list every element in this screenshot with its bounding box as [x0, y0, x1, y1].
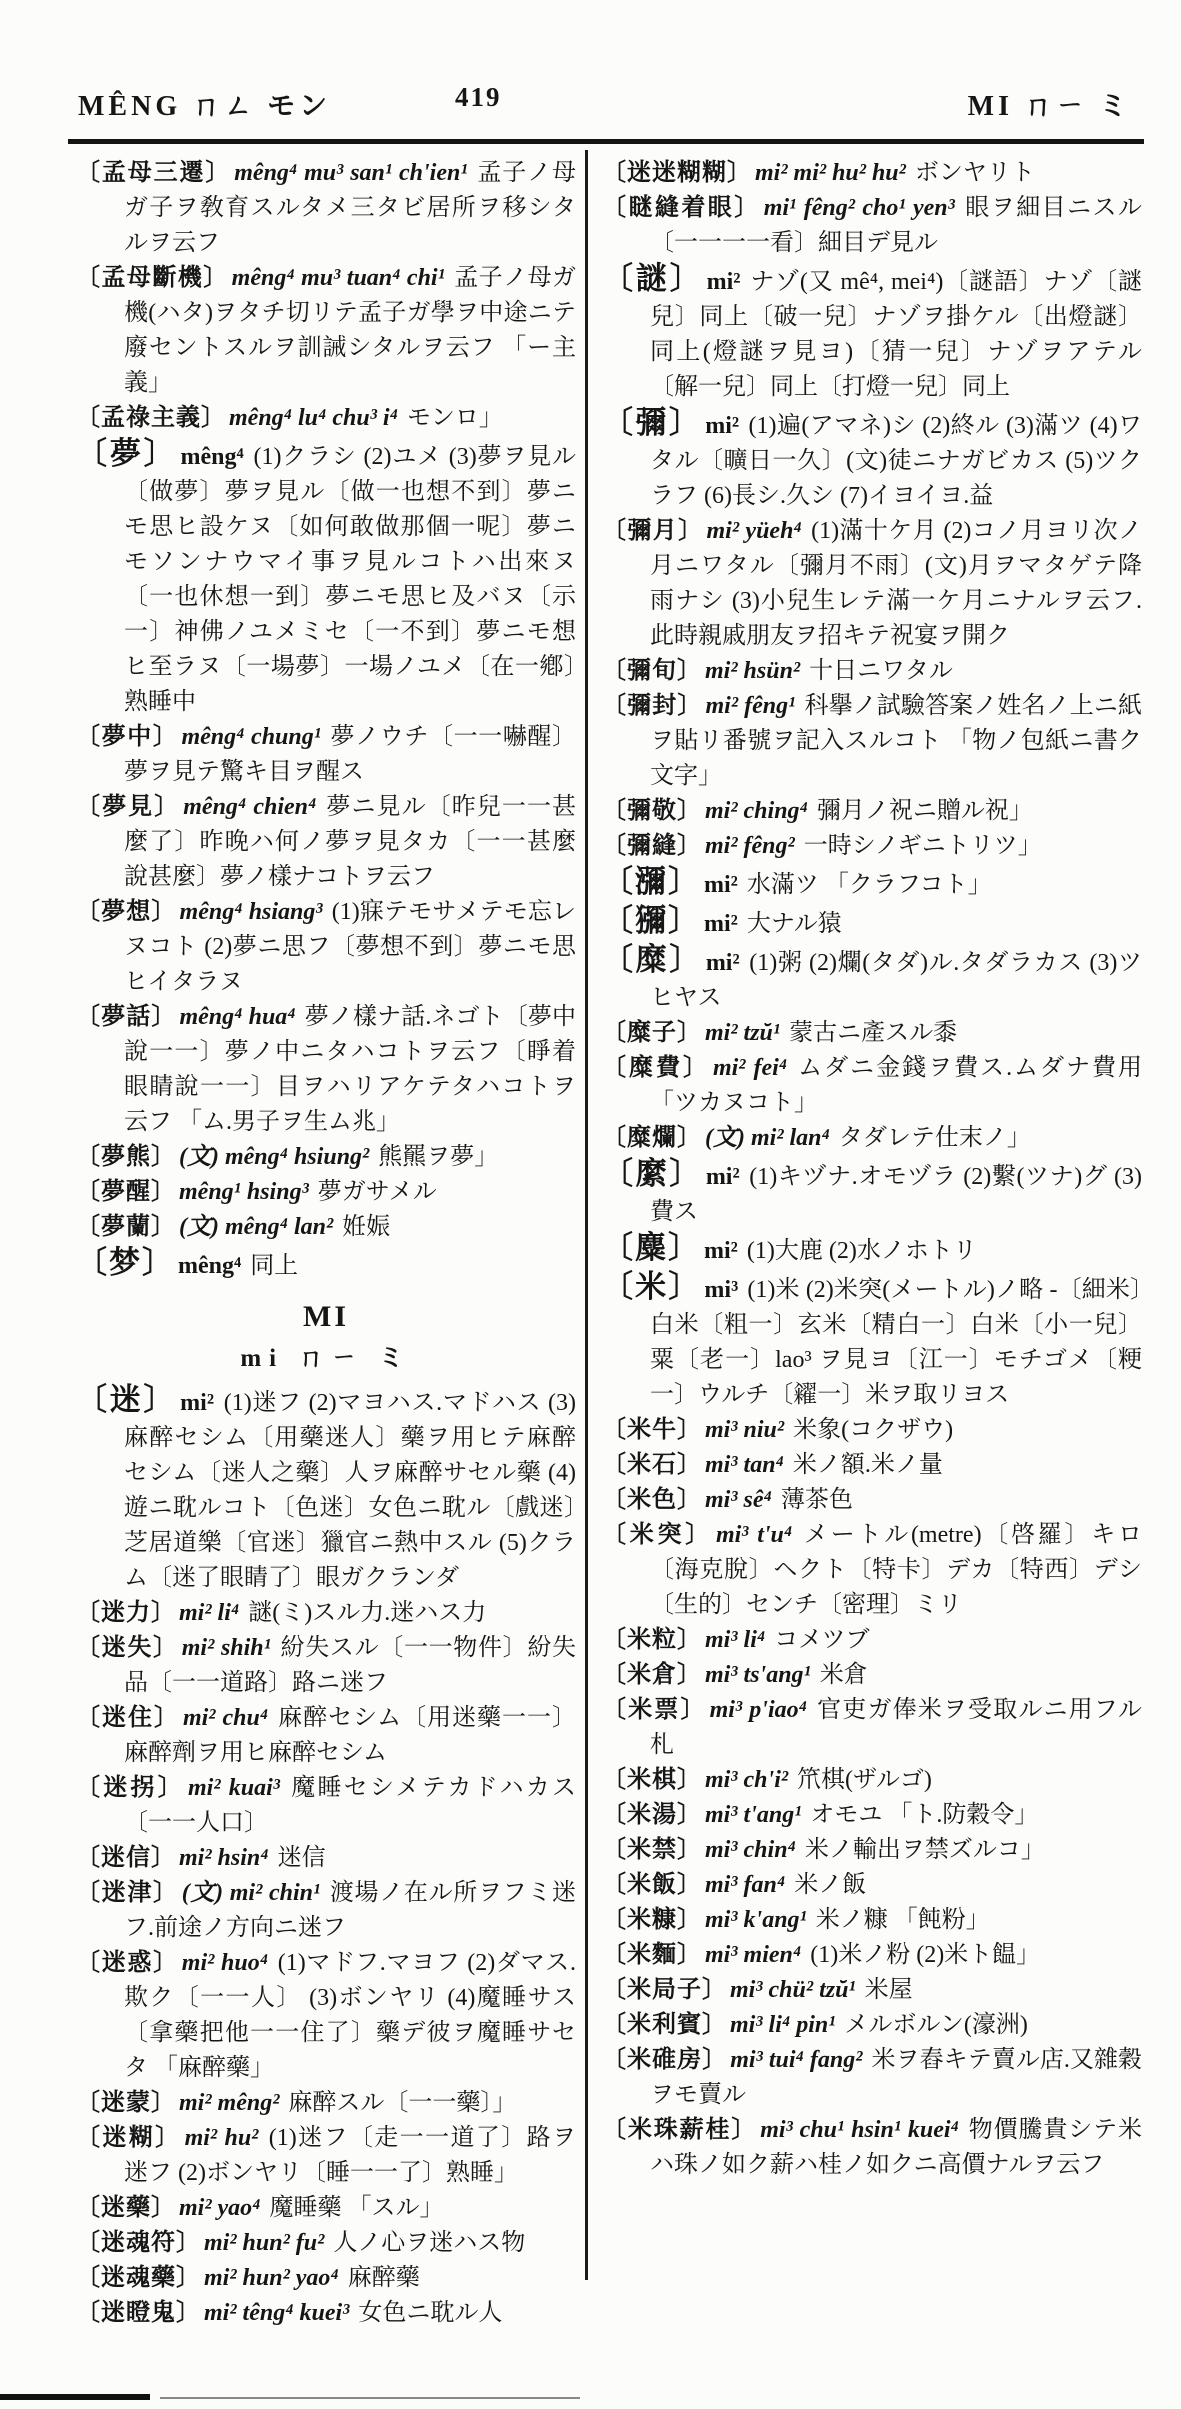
- dictionary-entry: [602, 1230, 1142, 1269]
- scan-edge-artifact: [160, 2397, 580, 2399]
- dictionary-entry: [76, 156, 576, 261]
- entry-romanization: mêng⁴ mu³ san¹ ch'ien¹: [234, 160, 468, 186]
- section-header: [76, 1300, 576, 1374]
- dictionary-entry: [602, 1016, 1142, 1051]
- entry-headword: 〔迷糊〕: [76, 2125, 182, 2151]
- entry-romanization: mi³ t'u⁴: [715, 1522, 793, 1548]
- dictionary-entry: [76, 1631, 576, 1701]
- entry-romanization: mi³ fan⁴: [705, 1872, 786, 1898]
- entry-definition: タダレテ仕末ノ」: [832, 1125, 1031, 1151]
- entry-headword: 〔迷津〕: [76, 1880, 179, 1906]
- dictionary-entry: [76, 1946, 576, 2086]
- entry-romanization: mi² tzŭ¹: [705, 1020, 781, 1046]
- entry-definition: (1)迷フ〔走一一道了〕路ヲ迷フ (2)ボンヤリ〔睡一一了〕熟睡」: [124, 2125, 577, 2186]
- entry-romanization: mi²: [705, 1164, 740, 1190]
- dictionary-entry: [602, 156, 1142, 191]
- entry-romanization: mi²: [705, 950, 740, 976]
- entry-romanization: (文) mêng⁴ hsiung²: [179, 1144, 370, 1170]
- entry-headword: 〔孟母三遷〕: [76, 160, 232, 186]
- dictionary-entry: [602, 1973, 1142, 2008]
- entry-romanization: mi³ li⁴: [705, 1627, 766, 1653]
- entry-headword: 〔彌敬〕: [602, 798, 702, 824]
- section-title: MI: [303, 1300, 349, 1333]
- entry-romanization: mi³ t'ang¹: [705, 1802, 802, 1828]
- entry-headword: 〔米色〕: [602, 1487, 702, 1513]
- dictionary-entry: [76, 1175, 576, 1210]
- entry-headword: 〔米局子〕: [602, 1977, 727, 2003]
- entry-definition: (1)寐テモサメテモ忘レヌコト (2)夢ニ思フ〔夢想不到〕夢ニモ思ヒイタラヌ: [124, 899, 576, 995]
- entry-definition: 米象(コクザウ): [787, 1417, 954, 1443]
- entry-definition: ナゾ(又 mê⁴, mei⁴)〔謎語〕ナゾ〔謎兒〕同上〔破一兒〕ナゾヲ掛ケル〔出燈謎〕同上(燈謎ヲ見ヨ)〔猜一兒〕ナゾヲアテル〔解一兒〕同上〔打燈一兒〕同上: [650, 269, 1143, 400]
- entry-definition: 夢ガサメル: [311, 1179, 437, 1205]
- entry-headword: 〔迷瞪鬼〕: [76, 2300, 201, 2326]
- entry-definition: 物價騰貴シテ米ハ珠ノ如ク薪ハ桂ノ如クニ高價ナルヲ云フ: [650, 2117, 1143, 2178]
- entry-definition: 米ヲ舂キテ賣ル店.又雜穀ヲモ賣ル: [650, 2047, 1143, 2108]
- dictionary-entry: [602, 1693, 1142, 1763]
- entry-headword: 〔米牛〕: [602, 1417, 702, 1443]
- dictionary-entry: [76, 1210, 576, 1245]
- dictionary-entry: [602, 689, 1142, 794]
- entry-romanization: mi²: [705, 413, 740, 439]
- entry-definition: 官吏ガ俸米ヲ受取ルニ用フル札: [650, 1697, 1142, 1758]
- entry-romanization: mi² hsün²: [705, 658, 801, 684]
- entry-definition: (1)米 (2)米突(メートル)ノ略 -〔細米〕白米〔粗一〕玄米〔精白一〕白米〔小一兒〕粟〔老一〕lao³ ヲ見ヨ〔江一〕モチゴメ〔粳一〕ウルチ〔糴一〕米ヲ取リヨス: [650, 1277, 1142, 1408]
- entry-definition: 麻醉藥: [341, 2265, 420, 2291]
- entry-definition: 人ノ心ヲ迷ハス物: [327, 2230, 526, 2256]
- entry-definition: 米ノ輸出ヲ禁ズルコ」: [798, 1837, 1045, 1863]
- entry-romanization: mi²: [180, 1390, 215, 1416]
- dictionary-entry: [76, 2226, 576, 2261]
- entry-romanization: mi³ chü² tzŭ¹: [730, 1977, 856, 2003]
- entry-romanization: mi² hu²: [184, 2125, 259, 2151]
- entry-definition: ムダニ金錢ヲ費ス.ムダナ費用 「ツカヌコト」: [650, 1055, 1143, 1116]
- entry-romanization: (文) mi² chin¹: [181, 1880, 321, 1906]
- entry-headword: 〔糜子〕: [602, 1020, 702, 1046]
- entry-romanization: mi³ chu¹ hsin¹ kuei⁴: [760, 2117, 959, 2143]
- entry-definition: 水滿ツ 「クラフコト」: [740, 872, 992, 898]
- entry-headword: 〔米利賓〕: [602, 2012, 727, 2038]
- dictionary-entry: [602, 1798, 1142, 1833]
- entry-definition: ボンヤリト: [908, 160, 1035, 186]
- entry-headword: 〔瞇縫着眼〕: [602, 195, 761, 221]
- dictionary-entry: [602, 903, 1142, 942]
- entry-headword: 〔彌旬〕: [602, 658, 702, 684]
- entry-headword: 〔米湯〕: [602, 1802, 702, 1828]
- dictionary-entry: [76, 1841, 576, 1876]
- dictionary-entry: [602, 1623, 1142, 1658]
- dictionary-entry: [76, 2086, 576, 2121]
- entry-headword: 〔米珠薪桂〕: [602, 2117, 758, 2143]
- entry-definition: 紛失スル〔一一物件〕紛失品〔一一道路〕路ニ迷フ: [124, 1635, 577, 1696]
- entry-definition: 彌月ノ祝ニ贈ル祝」: [810, 798, 1033, 824]
- entry-headword: 〔夢醒〕: [76, 1179, 176, 1205]
- entry-definition: メートル(metre)〔啓羅〕キロ〔海克脫〕ヘクト〔特卡〕デカ〔特西〕デシ〔生的〕センチ〔密理〕ミリ: [650, 1522, 1142, 1618]
- entry-romanization: mêng⁴ hua⁴: [179, 1004, 296, 1030]
- left-column: [76, 156, 577, 2326]
- entry-definition: (1)滿十ケ月 (2)コノ月ヨリ次ノ月ニワタル〔彌月不雨〕(文)月ヲマタゲテ降雨ナシ (3)小兒生レテ滿一ケ月ニナルヲ云フ. 此時親戚朋友ヲ招キテ祝宴ヲ開ク: [650, 518, 1143, 649]
- entry-headword: 〔夢見〕: [76, 794, 181, 820]
- dictionary-entry: [76, 895, 576, 1000]
- dictionary-entry: [76, 2121, 576, 2191]
- entry-definition: 謎(ミ)スル力.迷ハス力: [242, 1600, 487, 1626]
- dictionary-entry: [76, 1245, 576, 1284]
- entry-romanization: mi²: [706, 269, 741, 295]
- dictionary-entry: [602, 1269, 1142, 1413]
- entry-definition: 麻醉スル〔一一藥〕」: [282, 2090, 517, 2116]
- entry-romanization: mi² têng⁴ kuei³: [204, 2300, 350, 2326]
- entry-headword: 〔米棋〕: [602, 1767, 702, 1793]
- entry-definition: 夢ニ見ル〔昨兒一一甚麼了〕昨晚ハ何ノ夢ヲ見タカ〔一一甚麼說甚麼〕夢ノ樣ナコトヲ云フ: [124, 794, 577, 890]
- entry-romanization: mêng⁴ hsiang³: [179, 899, 323, 925]
- entry-romanization: mi² mêng²: [179, 2090, 280, 2116]
- entry-definition: 魔睡藥 「スル」: [263, 2195, 444, 2221]
- entry-definition: 一時シノギニトリツ」: [797, 833, 1042, 859]
- entry-definition: (1)大鹿 (2)水ノホトリ: [740, 1238, 977, 1264]
- entry-definition: 夢ノウチ〔一一嚇醒〕夢ヲ見テ驚キ目ヲ醒ス: [124, 724, 577, 785]
- entry-romanization: mi³ tui⁴ fang²: [730, 2047, 863, 2073]
- entry-headword: 〔迷魂符〕: [76, 2230, 201, 2256]
- dictionary-entry: [76, 2261, 576, 2296]
- dictionary-entry: [602, 1483, 1142, 1518]
- dictionary-entry: [76, 720, 576, 790]
- entry-headword: 〔米麵〕: [602, 1942, 702, 1968]
- dictionary-entry: [602, 2008, 1142, 2043]
- entry-romanization: mêng¹ hsing³: [179, 1179, 309, 1205]
- entry-headword: 〔糜費〕: [602, 1055, 710, 1081]
- entry-headword: 〔夢〕: [76, 436, 178, 471]
- entry-headword: 〔夢中〕: [76, 724, 179, 750]
- page-number: 419: [455, 82, 502, 112]
- entry-definition: 蒙古ニ產スル黍: [783, 1020, 958, 1046]
- dictionary-entry: [76, 436, 576, 720]
- entry-headword: 〔迷拐〕: [76, 1775, 185, 1801]
- entry-definition: 女色ニ耽ル人: [352, 2300, 503, 2326]
- entry-definition: 姙娠: [336, 1214, 391, 1240]
- entry-romanization: mêng⁴: [178, 1253, 242, 1279]
- dictionary-entry: [602, 1448, 1142, 1483]
- entry-headword: 〔迷〕: [76, 1382, 178, 1417]
- entry-definition: メルボルン(濠洲): [838, 2012, 1028, 2038]
- dictionary-entry: [602, 1051, 1142, 1121]
- entry-headword: 〔彌月〕: [602, 518, 704, 544]
- entry-romanization: mêng⁴: [180, 444, 244, 470]
- entry-headword: 〔米突〕: [602, 1522, 713, 1548]
- entry-romanization: mi³ mien⁴: [705, 1942, 802, 1968]
- entry-headword: 〔夢想〕: [76, 899, 177, 925]
- dictionary-entry: [602, 1833, 1142, 1868]
- entry-romanization: mi³ tan⁴: [705, 1452, 784, 1478]
- dictionary-entry: [76, 1771, 576, 1841]
- dictionary-entry: [602, 2113, 1142, 2183]
- dictionary-entry: [602, 1903, 1142, 1938]
- dictionary-entry: [76, 790, 576, 895]
- dictionary-entry: [76, 1876, 576, 1946]
- entry-headword: 〔米〕: [602, 1269, 702, 1304]
- entry-romanization: mi² li⁴: [179, 1600, 240, 1626]
- dictionary-entry: [76, 2191, 576, 2226]
- entry-definition: (1)クラシ (2)ユメ (3)夢ヲ見ル 〔做夢〕夢ヲ見ル〔做一也想不到〕夢ニモ思ヒ設ケヌ〔如何敢做那個一呢〕夢ニモソンナウマイ事ヲ見ルコトハ出來ヌ〔一也休想一到〕夢ニモ思ヒ及バヌ〔示一〕神佛ノユメミセ〔一不到〕夢ニモ想ヒ至ラヌ〔一場夢〕一場ノユメ〔在一鄕〕熟睡中: [124, 444, 577, 715]
- entry-romanization: mi² chu⁴: [182, 1705, 269, 1731]
- entry-definition: (1)粥 (2)爛(タダ)ル.タダラカス (3)ツヒヤス: [650, 950, 1143, 1011]
- running-head-left: MÊNG ㄇㄥ モン: [78, 91, 332, 122]
- entry-definition: コメツブ: [768, 1627, 870, 1653]
- right-column: [602, 156, 1142, 2306]
- entry-definition: 孟子ノ母ガ子ヲ敎育スルタメ三タビ居所ヲ移シタルヲ云フ: [124, 160, 577, 256]
- dictionary-entry: [602, 405, 1142, 514]
- entry-definition: 渡場ノ在ル所ヲフミ迷フ.前途ノ方向ニ迷フ: [124, 1880, 577, 1941]
- entry-romanization: mi² fei⁴: [712, 1055, 788, 1081]
- entry-romanization: mi² mi² hu² hu²: [755, 160, 906, 186]
- entry-headword: 〔米石〕: [602, 1452, 702, 1478]
- dictionary-entry: [602, 829, 1142, 864]
- entry-definition: 笊棋(ザルゴ): [791, 1767, 932, 1793]
- dictionary-entry: [602, 794, 1142, 829]
- dictionary-entry: [76, 1000, 576, 1140]
- entry-definition: モンロ」: [400, 405, 503, 431]
- entry-definition: 魔睡セシメテカドハカス〔一一人口〕: [124, 1775, 576, 1836]
- entry-headword: 〔迷惑〕: [76, 1950, 179, 1976]
- entry-headword: 〔梦〕: [76, 1245, 175, 1280]
- dictionary-entry: [602, 1938, 1142, 1973]
- dictionary-entry: [602, 1763, 1142, 1798]
- entry-romanization: mi² huo⁴: [181, 1950, 269, 1976]
- entry-romanization: mêng⁴ chung¹: [181, 724, 321, 750]
- entry-romanization: (文) mi² lan⁴: [705, 1125, 830, 1151]
- entry-romanization: mi²: [704, 1238, 738, 1264]
- entry-headword: 〔米倉〕: [602, 1662, 702, 1688]
- entry-romanization: mi³: [704, 1277, 739, 1303]
- entry-definition: 科擧ノ試驗答案ノ姓名ノ上ニ紙ヲ貼リ番號ヲ記入スルコト 「物ノ包紙ニ書ク文字」: [650, 693, 1143, 789]
- entry-headword: 〔迷力〕: [76, 1600, 176, 1626]
- running-head-right: MI ㄇㄧ ミ: [967, 91, 1131, 122]
- entry-romanization: mi³ sê⁴: [705, 1487, 772, 1513]
- entry-headword: 〔彌縫〕: [602, 833, 702, 859]
- dictionary-entry: [602, 514, 1142, 654]
- dictionary-entry: [602, 864, 1142, 903]
- entry-romanization: mi³ chin⁴: [705, 1837, 796, 1863]
- entry-romanization: mi³ ts'ang¹: [705, 1662, 811, 1688]
- dictionary-entry: [602, 1413, 1142, 1448]
- dictionary-entry: [76, 1701, 576, 1771]
- entry-headword: 〔米粒〕: [602, 1627, 702, 1653]
- entry-definition: (1)キヅナ.オモヅラ (2)繫(ツナ)グ (3)費ス: [650, 1164, 1143, 1225]
- entry-romanization: mi² yüeh⁴: [706, 518, 802, 544]
- dictionary-entry: [602, 1121, 1142, 1156]
- entry-headword: 〔夢熊〕: [76, 1144, 176, 1170]
- entry-definition: (1)米ノ粉 (2)米ト饂」: [804, 1942, 1041, 1968]
- entry-romanization: mi³ p'iao⁴: [709, 1697, 807, 1723]
- entry-definition: 米屋: [858, 1977, 913, 2003]
- entry-definition: 孟子ノ母ガ機(ハタ)ヲタチ切リテ孟子ガ學ヲ中途ニテ廢セントスルヲ訓誡シタルヲ云フ 「ー主義」: [124, 265, 577, 396]
- entry-headword: 〔夢話〕: [76, 1004, 177, 1030]
- entry-romanization: mi² ching⁴: [705, 798, 808, 824]
- entry-romanization: mêng⁴ lu⁴ chu³ i⁴: [229, 405, 398, 431]
- entry-definition: 熊羆ヲ夢」: [372, 1144, 499, 1170]
- column-divider: [585, 150, 588, 2280]
- entry-romanization: mi² fêng²: [705, 833, 795, 859]
- dictionary-entry: [602, 1868, 1142, 1903]
- entry-definition: 迷信: [271, 1845, 326, 1871]
- entry-headword: 〔迷藥〕: [76, 2195, 176, 2221]
- entry-romanization: mi¹ fêng² cho¹ yen³: [763, 195, 955, 221]
- entry-headword: 〔謎〕: [602, 261, 704, 296]
- entry-headword: 〔孟母斷機〕: [76, 265, 229, 291]
- dictionary-entry: [76, 1140, 576, 1175]
- entry-definition: 米ノ糠 「飩粉」: [809, 1907, 990, 1933]
- dictionary-entry: [76, 401, 576, 436]
- entry-headword: 〔米票〕: [602, 1697, 707, 1723]
- entry-romanization: (文) mêng⁴ lan²: [179, 1214, 334, 1240]
- dictionary-entry: [602, 1518, 1142, 1623]
- entry-headword: 〔迷住〕: [76, 1705, 180, 1731]
- entry-romanization: mi³ ch'i²: [705, 1767, 789, 1793]
- entry-definition: (1)迷フ (2)マヨハス.マドハス (3)麻醉セシム〔用藥迷人〕藥ヲ用ヒテ麻醉セシム〔迷人之藥〕人ヲ麻醉サセル藥 (4)遊ニ耽ルコト〔色迷〕女色ニ耽ル〔戲迷〕芝居道樂〔官迷〕獵官ニ熱中スル (5)クラム〔迷了眼睛了〕眼ガクランダ: [124, 1390, 576, 1591]
- entry-headword: 〔迷迷糊糊〕: [602, 160, 752, 186]
- entry-headword: 〔迷魂藥〕: [76, 2265, 201, 2291]
- entry-romanization: mi² hsin⁴: [179, 1845, 269, 1871]
- entry-headword: 〔迷失〕: [76, 1635, 179, 1661]
- dictionary-entry: [602, 1658, 1142, 1693]
- entry-romanization: mi³ k'ang¹: [705, 1907, 807, 1933]
- entry-definition: 大ナル猿: [740, 911, 842, 937]
- entry-definition: 米ノ額.米ノ量: [786, 1452, 943, 1478]
- entry-headword: 〔迷蒙〕: [76, 2090, 176, 2116]
- entry-definition: オモユ 「ト.防穀令」: [804, 1802, 1039, 1828]
- entry-headword: 〔獼〕: [602, 903, 701, 938]
- dictionary-entry: [602, 261, 1142, 405]
- entry-headword: 〔糜〕: [602, 942, 703, 977]
- entry-romanization: mi³ niu²: [705, 1417, 785, 1443]
- entry-definition: 十日ニワタル: [803, 658, 953, 684]
- entry-headword: 〔瀰〕: [602, 864, 701, 899]
- entry-romanization: mêng⁴ chien⁴: [183, 794, 317, 820]
- entry-romanization: mi² hun² fu²: [204, 2230, 325, 2256]
- entry-headword: 〔夢蘭〕: [76, 1214, 176, 1240]
- entry-definition: (1)遍(アマネ)シ (2)終ル (3)滿ツ (4)ワタル〔曠日一久〕(文)徒ニナガビカス (5)ツクラフ (6)長シ.久シ (7)イヨイヨ.益: [650, 413, 1143, 509]
- entry-definition: 同上: [244, 1253, 299, 1279]
- entry-romanization: mi² fêng¹: [705, 693, 796, 719]
- entry-headword: 〔縻〕: [602, 1156, 703, 1191]
- entry-headword: 〔米糠〕: [602, 1907, 702, 1933]
- entry-romanization: mi² yao⁴: [179, 2195, 261, 2221]
- entry-romanization: mi² hun² yao⁴: [204, 2265, 339, 2291]
- entry-romanization: mi³ li⁴ pin¹: [730, 2012, 836, 2038]
- dictionary-entry: [76, 1596, 576, 1631]
- entry-headword: 〔米碓房〕: [602, 2047, 728, 2073]
- dictionary-entry: [76, 1382, 576, 1596]
- entry-headword: 〔迷信〕: [76, 1845, 176, 1871]
- dictionary-entry: [602, 1156, 1142, 1230]
- entry-definition: 薄茶色: [774, 1487, 853, 1513]
- entry-headword: 〔孟祿主義〕: [76, 405, 226, 431]
- dictionary-entry: [76, 261, 576, 401]
- entry-romanization: mi²: [704, 872, 738, 898]
- header-rule: [68, 139, 1144, 144]
- entry-definition: 眼ヲ細目ニスル〔一一一一看〕細目デ見ル: [650, 195, 1143, 256]
- entry-romanization: mi² shih¹: [181, 1635, 271, 1661]
- entry-definition: 米ノ飯: [788, 1872, 867, 1898]
- entry-romanization: mi² kuai³: [187, 1775, 280, 1801]
- entry-definition: 麻醉セシム〔用迷藥一一〕麻醉劑ヲ用ヒ麻醉セシム: [124, 1705, 576, 1766]
- entry-definition: 米倉: [813, 1662, 868, 1688]
- entry-romanization: mi²: [704, 911, 738, 937]
- entry-headword: 〔糜爛〕: [602, 1125, 702, 1151]
- dictionary-entry: [602, 2043, 1142, 2113]
- dictionary-entry: [602, 191, 1142, 261]
- entry-headword: 〔米禁〕: [602, 1837, 702, 1863]
- entry-definition: (1)マドフ.マヨフ (2)ダマス.欺ク〔一一人〕 (3)ボンヤリ (4)魔睡サス〔拿藥把他一一住了〕藥デ彼ヲ魔睡サセタ 「麻醉藥」: [124, 1950, 577, 2081]
- entry-romanization: mêng⁴ mu³ tuan⁴ chi¹: [231, 265, 445, 291]
- entry-headword: 〔彌封〕: [602, 693, 703, 719]
- entry-headword: 〔麋〕: [602, 1230, 701, 1265]
- dictionary-entry: [602, 942, 1142, 1016]
- scan-edge-artifact: [0, 2394, 150, 2400]
- dictionary-entry: [602, 654, 1142, 689]
- entry-headword: 〔米飯〕: [602, 1872, 702, 1898]
- entry-definition: 夢ノ樣ナ話.ネゴト〔夢中說一一〕夢ノ中ニタハコトヲ云フ〔睜着眼睛說一一〕目ヲハリアケテタハコトヲ云フ 「ム.男子ヲ生ム兆」: [124, 1004, 577, 1135]
- section-reading: mi ㄇㄧ ミ: [240, 1345, 412, 1372]
- entry-headword: 〔彌〕: [602, 405, 703, 440]
- dictionary-entry: [76, 2296, 576, 2331]
